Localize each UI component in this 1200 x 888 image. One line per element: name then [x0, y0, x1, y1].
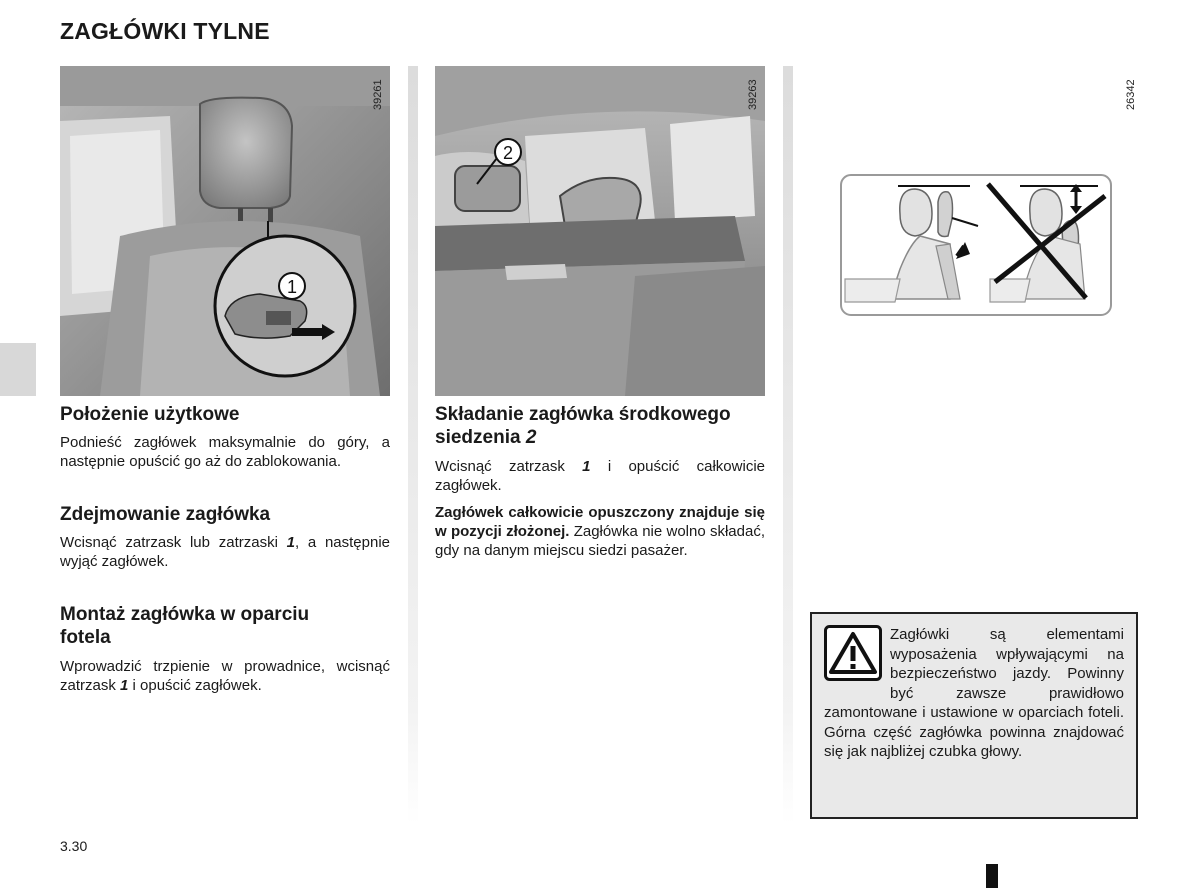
- figure-headrest-release: [60, 66, 390, 396]
- figure-headrest-position-diagram: [840, 174, 1112, 316]
- text-folding-2: Zagłówek całkowicie opuszczony znajduje się w pozycji złożonej. Zagłówka nie wolno składać, gdy na danym miejscu siedzi pasażer.: [435, 504, 765, 559]
- text-removal: Wcisnąć zatrzask lub zatrzaski 1, a następnie wyjąć zagłówek.: [60, 534, 391, 570]
- heading-folding-center: Składanie zagłówka środkowego siedzenia 2: [435, 404, 731, 448]
- column-divider: [783, 66, 793, 824]
- column-divider: [408, 66, 418, 824]
- heading-mounting: Montaż zagłówka w oparciu fotela: [60, 604, 310, 648]
- warning-box: [810, 612, 1138, 819]
- page-edge-marker: [986, 864, 998, 888]
- figure-code-right: 26342: [1125, 79, 1137, 110]
- figure-middle-headrest: [435, 66, 765, 396]
- section-tab: [0, 343, 36, 396]
- warning-text: Zagłówki są elementami wyposażenia wpływającymi na bezpieczeństwo jazdy. Powinny być zawsze prawidłowo zamontowane i ustawione w oparciach foteli. Górna część zagłówka powinna znajdować się jak najbliżej czubka głowy.: [824, 626, 1124, 760]
- text-folding-1: Wcisnąć zatrzask 1 i opuścić całkowicie zagłówek.: [435, 458, 765, 494]
- figure-code-middle: 39263: [747, 79, 759, 110]
- warning-triangle-icon: [824, 625, 882, 681]
- heading-removal: Zdejmowanie zagłówka: [60, 504, 271, 525]
- callout-1: 1: [286, 277, 298, 297]
- callout-2: 2: [502, 143, 514, 163]
- heading-usage-position: Położenie użytkowe: [60, 404, 240, 425]
- text-mounting: Wprowadzić trzpienie w prowadnice, wcisnąć zatrzask 1 i opuścić zagłówek.: [60, 658, 390, 694]
- page-title: ZAGŁÓWKI TYLNE: [60, 18, 270, 44]
- figure-code-left: 39261: [372, 79, 384, 110]
- page-number: 3.30: [60, 838, 88, 854]
- text-usage-position: Podnieść zagłówek maksymalnie do góry, a następnie opuścić go aż do zablokowania.: [60, 434, 390, 470]
